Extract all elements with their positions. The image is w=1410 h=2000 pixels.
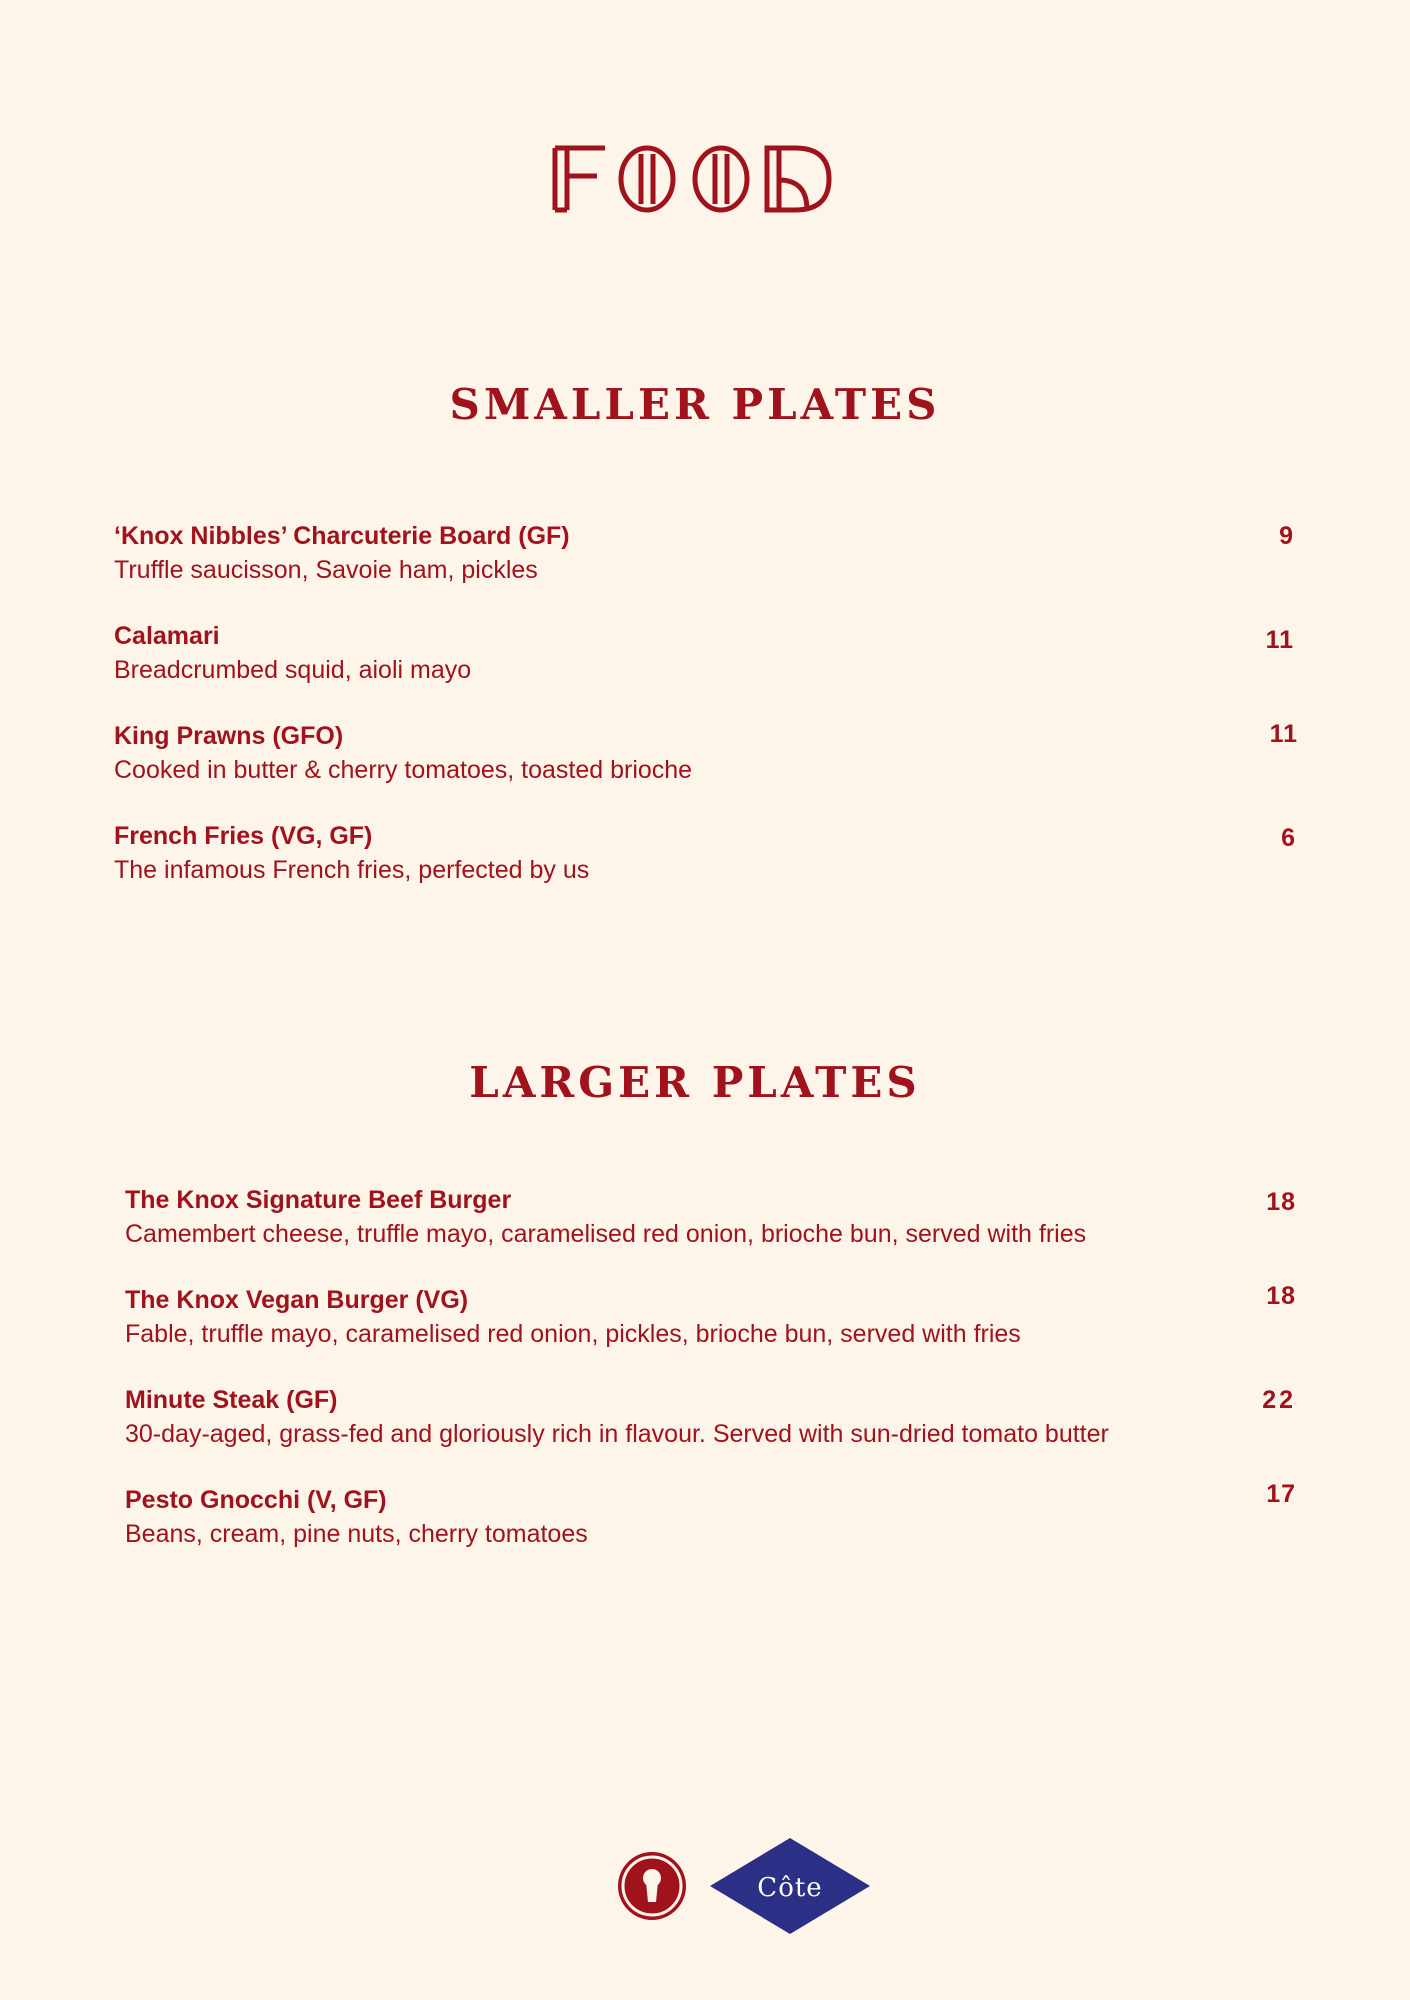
footer-logos: [0, 1836, 1410, 1936]
menu-item: [125, 1282, 1296, 1350]
food-title-lettering: [545, 118, 865, 238]
page-title: [0, 118, 1410, 238]
menu-item-description: Fable, truffle mayo, caramelised red onion, pickles, brioche bun, served with fries: [125, 1320, 1021, 1348]
menu-item-price: 18: [1266, 1188, 1296, 1216]
menu-item-name: The Knox Signature Beef Burger: [125, 1186, 512, 1214]
menu-item-description: Camembert cheese, truffle mayo, caramelised red onion, brioche bun, served with fries: [125, 1220, 1087, 1248]
menu-item-name: Pesto Gnocchi (V, GF): [125, 1486, 387, 1514]
menu-item-name: Minute Steak (GF): [125, 1386, 338, 1414]
page-title-text: FOOD: [545, 118, 548, 119]
menu-item-price: 11: [1265, 626, 1294, 654]
menu-item-description: Beans, cream, pine nuts, cherry tomatoes: [125, 1520, 588, 1548]
menu-item-price: 18: [1266, 1282, 1296, 1310]
menu-item-name: French Fries (VG, GF): [114, 822, 373, 850]
footer-logo-row: [0, 1836, 1410, 1936]
menu-item-description: Breadcrumbed squid, aioli mayo: [114, 656, 472, 684]
menu-item: [125, 1186, 1296, 1250]
menu-item: [125, 1386, 1296, 1450]
menu-item-name: The Knox Vegan Burger (VG): [125, 1286, 469, 1314]
menu-item-price: 22: [1262, 1386, 1296, 1414]
menu-item-price: 6: [1281, 824, 1296, 852]
section-heading-smaller-plates: SMALLER PLATES: [449, 380, 941, 429]
keyhole-icon: [618, 1852, 686, 1920]
menu-item: [114, 622, 1294, 686]
menu-item-name: Calamari: [114, 622, 220, 650]
menu-item-name: King Prawns (GFO): [114, 722, 344, 750]
section-heading-larger-plates: LARGER PLATES: [469, 1058, 921, 1107]
cote-logo-text: Côte: [757, 1873, 823, 1903]
menu-item: [114, 722, 1298, 786]
menu-item-description: The infamous French fries, perfected by us: [114, 856, 590, 884]
menu-item-name: ‘Knox Nibbles’ Charcuterie Board (GF): [114, 522, 570, 550]
menu-item-description: Truffle saucisson, Savoie ham, pickles: [114, 556, 538, 584]
menu-item-price: 17: [1266, 1480, 1296, 1508]
menu-item: [114, 522, 1294, 586]
menu-item: [125, 1480, 1296, 1550]
menu-item-description: Cooked in butter & cherry tomatoes, toasted brioche: [114, 756, 693, 784]
menu-item-price: 11: [1269, 720, 1298, 748]
menu-item: [114, 822, 1296, 886]
menu-item-price: 9: [1279, 522, 1294, 550]
cote-diamond-logo: [710, 1838, 870, 1934]
menu-item-description: 30-day-aged, grass-fed and gloriously rich in flavour. Served with sun-dried tomato butter: [125, 1420, 1109, 1448]
